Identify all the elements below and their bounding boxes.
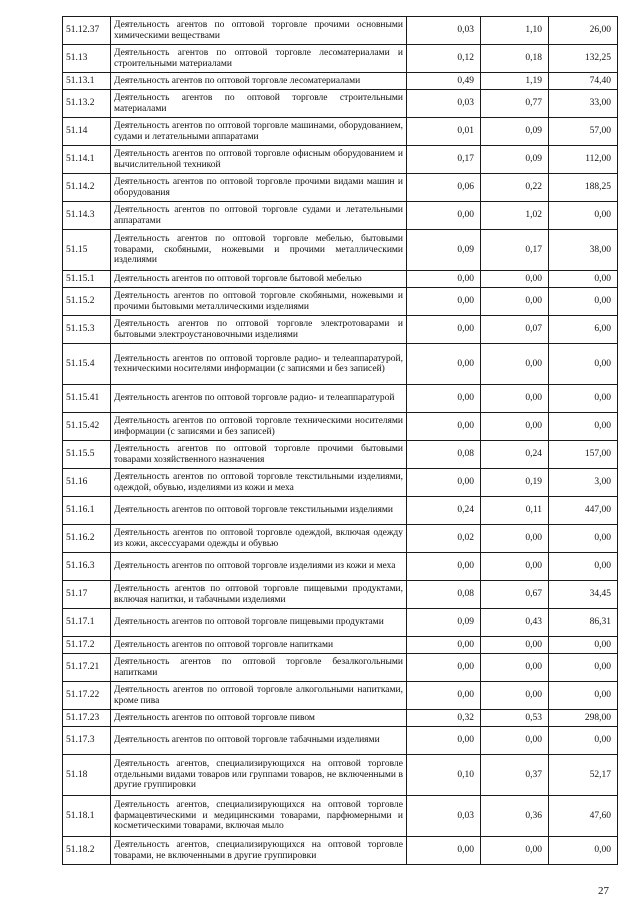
value-2-cell: 0,00 — [481, 385, 549, 413]
value-1-cell: 0,00 — [407, 385, 481, 413]
activity-description-cell: Деятельность агентов по оптовой торговле строительными материалами — [111, 90, 407, 118]
value-1-cell: 0,03 — [407, 17, 481, 45]
okved-code-cell: 51.17.22 — [63, 682, 111, 710]
activity-description-cell: Деятельность агентов по оптовой торговле текстильными изделиями — [111, 497, 407, 525]
activity-description-cell: Деятельность агентов по оптовой торговле скобяными, ножевыми и прочими бытовыми металлическими изделиями — [111, 288, 407, 316]
value-3-cell: 188,25 — [549, 174, 618, 202]
value-3-cell: 132,25 — [549, 45, 618, 73]
table-row — [63, 146, 618, 174]
okved-code-cell: 51.15.4 — [63, 344, 111, 385]
okved-code-cell: 51.17.3 — [63, 727, 111, 755]
okved-code-cell: 51.14 — [63, 118, 111, 146]
value-2-cell: 0,00 — [481, 344, 549, 385]
value-2-cell: 0,00 — [481, 525, 549, 553]
okved-code-cell: 51.17.2 — [63, 637, 111, 654]
table-row — [63, 73, 618, 90]
value-3-cell: 0,00 — [549, 413, 618, 441]
okved-code-cell: 51.14.1 — [63, 146, 111, 174]
value-3-cell: 0,00 — [549, 637, 618, 654]
table-row — [63, 469, 618, 497]
activity-description-cell: Деятельность агентов по оптовой торговле пивом — [111, 710, 407, 727]
value-1-cell: 0,03 — [407, 796, 481, 837]
value-1-cell: 0,03 — [407, 90, 481, 118]
value-3-cell: 34,45 — [549, 581, 618, 609]
value-2-cell: 0,24 — [481, 441, 549, 469]
value-1-cell: 0,24 — [407, 497, 481, 525]
table-row — [63, 230, 618, 271]
value-2-cell: 0,09 — [481, 146, 549, 174]
value-1-cell: 0,00 — [407, 682, 481, 710]
value-1-cell: 0,00 — [407, 637, 481, 654]
okved-code-cell: 51.15.42 — [63, 413, 111, 441]
value-2-cell: 0,11 — [481, 497, 549, 525]
okved-code-cell: 51.17.1 — [63, 609, 111, 637]
activity-description-cell: Деятельность агентов, специализирующихся на оптовой торговле отдельными видами товаров или группами товаров, не включенными в другие группировки — [111, 755, 407, 796]
okved-code-cell: 51.18.1 — [63, 796, 111, 837]
table-row — [63, 45, 618, 73]
value-3-cell: 52,17 — [549, 755, 618, 796]
activity-description-cell: Деятельность агентов по оптовой торговле электротоварами и бытовыми электроустановочными изделиями — [111, 316, 407, 344]
value-1-cell: 0,00 — [407, 727, 481, 755]
activity-description-cell: Деятельность агентов по оптовой торговле судами и летательными аппаратами — [111, 202, 407, 230]
okved-code-cell: 51.15 — [63, 230, 111, 271]
table-row — [63, 755, 618, 796]
activity-description-cell: Деятельность агентов по оптовой торговле алкогольными напитками, кроме пива — [111, 682, 407, 710]
okved-code-cell: 51.15.3 — [63, 316, 111, 344]
okved-code-cell: 51.17 — [63, 581, 111, 609]
value-1-cell: 0,00 — [407, 202, 481, 230]
activity-description-cell: Деятельность агентов по оптовой торговле мебелью, бытовыми товарами, скобяными, ножевыми и прочими металлическими изделиями — [111, 230, 407, 271]
okved-code-cell: 51.15.2 — [63, 288, 111, 316]
page-number: 27 — [598, 885, 609, 897]
okved-code-cell: 51.15.5 — [63, 441, 111, 469]
value-3-cell: 447,00 — [549, 497, 618, 525]
okved-code-cell: 51.16.1 — [63, 497, 111, 525]
value-2-cell: 0,77 — [481, 90, 549, 118]
activity-description-cell: Деятельность агентов, специализирующихся на оптовой торговле товарами, не включенными в другие группировки — [111, 837, 407, 865]
value-1-cell: 0,00 — [407, 316, 481, 344]
value-1-cell: 0,00 — [407, 344, 481, 385]
table-row — [63, 710, 618, 727]
value-2-cell: 1,02 — [481, 202, 549, 230]
value-1-cell: 0,08 — [407, 441, 481, 469]
activity-description-cell: Деятельность агентов по оптовой торговле пищевыми продуктами, включая напитки, и табачными изделиями — [111, 581, 407, 609]
value-3-cell: 86,31 — [549, 609, 618, 637]
value-2-cell: 0,00 — [481, 837, 549, 865]
value-2-cell: 1,10 — [481, 17, 549, 45]
activity-description-cell: Деятельность агентов по оптовой торговле лесоматериалами — [111, 73, 407, 90]
value-3-cell: 0,00 — [549, 837, 618, 865]
value-1-cell: 0,49 — [407, 73, 481, 90]
value-1-cell: 0,09 — [407, 609, 481, 637]
value-2-cell: 0,22 — [481, 174, 549, 202]
activity-description-cell: Деятельность агентов по оптовой торговле машинами, оборудованием, судами и летательными аппаратами — [111, 118, 407, 146]
value-2-cell: 0,00 — [481, 637, 549, 654]
value-1-cell: 0,00 — [407, 837, 481, 865]
table-row — [63, 796, 618, 837]
value-2-cell: 0,00 — [481, 654, 549, 682]
okved-code-cell: 51.18 — [63, 755, 111, 796]
value-1-cell: 0,17 — [407, 146, 481, 174]
value-2-cell: 0,37 — [481, 755, 549, 796]
activity-description-cell: Деятельность агентов по оптовой торговле радио- и телеаппаратурой — [111, 385, 407, 413]
value-3-cell: 0,00 — [549, 271, 618, 288]
table-row — [63, 90, 618, 118]
value-1-cell: 0,00 — [407, 654, 481, 682]
okved-code-cell: 51.14.2 — [63, 174, 111, 202]
value-3-cell: 157,00 — [549, 441, 618, 469]
okved-code-cell: 51.17.23 — [63, 710, 111, 727]
value-1-cell: 0,08 — [407, 581, 481, 609]
activity-description-cell: Деятельность агентов по оптовой торговле табачными изделиями — [111, 727, 407, 755]
value-2-cell: 0,00 — [481, 682, 549, 710]
value-2-cell: 0,36 — [481, 796, 549, 837]
table-row — [63, 553, 618, 581]
okved-code-cell: 51.13.1 — [63, 73, 111, 90]
value-1-cell: 0,01 — [407, 118, 481, 146]
value-3-cell: 0,00 — [549, 553, 618, 581]
activity-description-cell: Деятельность агентов по оптовой торговле одеждой, включая одежду из кожи, аксессуарами одежды и обувью — [111, 525, 407, 553]
value-2-cell: 0,07 — [481, 316, 549, 344]
value-3-cell: 3,00 — [549, 469, 618, 497]
value-3-cell: 0,00 — [549, 682, 618, 710]
table-row — [63, 271, 618, 288]
value-2-cell: 0,67 — [481, 581, 549, 609]
table-row — [63, 385, 618, 413]
activity-description-cell: Деятельность агентов по оптовой торговле прочими бытовыми товарами хозяйственного назначения — [111, 441, 407, 469]
activity-description-cell: Деятельность агентов по оптовой торговле радио- и телеаппаратурой, техническими носителями информации (с записями и без записей) — [111, 344, 407, 385]
value-3-cell: 38,00 — [549, 230, 618, 271]
value-2-cell: 0,00 — [481, 727, 549, 755]
okved-code-cell: 51.15.1 — [63, 271, 111, 288]
activity-description-cell: Деятельность агентов по оптовой торговле текстильными изделиями, одеждой, обувью, изделиями из кожи и меха — [111, 469, 407, 497]
value-2-cell: 0,09 — [481, 118, 549, 146]
activity-description-cell: Деятельность агентов по оптовой торговле лесоматериалами и строительными материалами — [111, 45, 407, 73]
table-row — [63, 118, 618, 146]
okved-code-cell: 51.13.2 — [63, 90, 111, 118]
value-3-cell: 57,00 — [549, 118, 618, 146]
value-1-cell: 0,32 — [407, 710, 481, 727]
okved-code-cell: 51.16 — [63, 469, 111, 497]
okved-code-cell: 51.16.2 — [63, 525, 111, 553]
value-2-cell: 0,00 — [481, 288, 549, 316]
value-1-cell: 0,00 — [407, 553, 481, 581]
table-row — [63, 637, 618, 654]
okved-code-cell: 51.17.21 — [63, 654, 111, 682]
activity-description-cell: Деятельность агентов по оптовой торговле напитками — [111, 637, 407, 654]
value-3-cell: 6,00 — [549, 316, 618, 344]
value-2-cell: 0,17 — [481, 230, 549, 271]
value-1-cell: 0,02 — [407, 525, 481, 553]
activity-description-cell: Деятельность агентов по оптовой торговле прочими основными химическими веществами — [111, 17, 407, 45]
value-3-cell: 0,00 — [549, 654, 618, 682]
value-3-cell: 298,00 — [549, 710, 618, 727]
value-1-cell: 0,00 — [407, 288, 481, 316]
activity-description-cell: Деятельность агентов по оптовой торговле пищевыми продуктами — [111, 609, 407, 637]
table-row — [63, 441, 618, 469]
value-3-cell: 0,00 — [549, 344, 618, 385]
value-2-cell: 0,19 — [481, 469, 549, 497]
table-body — [63, 17, 618, 865]
value-3-cell: 0,00 — [549, 727, 618, 755]
table-row — [63, 316, 618, 344]
okved-code-cell: 51.16.3 — [63, 553, 111, 581]
value-2-cell: 0,18 — [481, 45, 549, 73]
okved-code-cell: 51.15.41 — [63, 385, 111, 413]
value-3-cell: 47,60 — [549, 796, 618, 837]
okved-code-cell: 51.18.2 — [63, 837, 111, 865]
okved-table — [62, 16, 618, 865]
table-row — [63, 525, 618, 553]
activity-description-cell: Деятельность агентов по оптовой торговле безалкогольными напитками — [111, 654, 407, 682]
value-3-cell: 0,00 — [549, 288, 618, 316]
activity-description-cell: Деятельность агентов по оптовой торговле изделиями из кожи и меха — [111, 553, 407, 581]
table-row — [63, 654, 618, 682]
value-2-cell: 1,19 — [481, 73, 549, 90]
table-row — [63, 682, 618, 710]
table-row — [63, 288, 618, 316]
table-row — [63, 413, 618, 441]
value-1-cell: 0,06 — [407, 174, 481, 202]
table-row — [63, 174, 618, 202]
table-row — [63, 344, 618, 385]
value-3-cell: 0,00 — [549, 202, 618, 230]
okved-code-cell: 51.12.37 — [63, 17, 111, 45]
value-2-cell: 0,00 — [481, 271, 549, 288]
value-2-cell: 0,00 — [481, 413, 549, 441]
value-2-cell: 0,00 — [481, 553, 549, 581]
activity-description-cell: Деятельность агентов по оптовой торговле прочими видами машин и оборудования — [111, 174, 407, 202]
table-row — [63, 202, 618, 230]
activity-description-cell: Деятельность агентов по оптовой торговле техническими носителями информации (с записями и без записей) — [111, 413, 407, 441]
table-row — [63, 17, 618, 45]
activity-description-cell: Деятельность агентов по оптовой торговле бытовой мебелью — [111, 271, 407, 288]
value-3-cell: 0,00 — [549, 385, 618, 413]
value-3-cell: 0,00 — [549, 525, 618, 553]
table-row — [63, 727, 618, 755]
table-row — [63, 581, 618, 609]
value-3-cell: 74,40 — [549, 73, 618, 90]
value-3-cell: 26,00 — [549, 17, 618, 45]
value-1-cell: 0,12 — [407, 45, 481, 73]
value-1-cell: 0,00 — [407, 271, 481, 288]
value-1-cell: 0,00 — [407, 469, 481, 497]
okved-code-cell: 51.14.3 — [63, 202, 111, 230]
value-1-cell: 0,09 — [407, 230, 481, 271]
value-1-cell: 0,00 — [407, 413, 481, 441]
table-row — [63, 837, 618, 865]
value-2-cell: 0,43 — [481, 609, 549, 637]
value-3-cell: 33,00 — [549, 90, 618, 118]
value-2-cell: 0,53 — [481, 710, 549, 727]
okved-code-cell: 51.13 — [63, 45, 111, 73]
activity-description-cell: Деятельность агентов по оптовой торговле офисным оборудованием и вычислительной техникой — [111, 146, 407, 174]
value-3-cell: 112,00 — [549, 146, 618, 174]
value-1-cell: 0,10 — [407, 755, 481, 796]
table-row — [63, 609, 618, 637]
table-row — [63, 497, 618, 525]
activity-description-cell: Деятельность агентов, специализирующихся на оптовой торговле фармацевтическими и медицинскими товарами, парфюмерными и косметическими товарами, включая мыло — [111, 796, 407, 837]
